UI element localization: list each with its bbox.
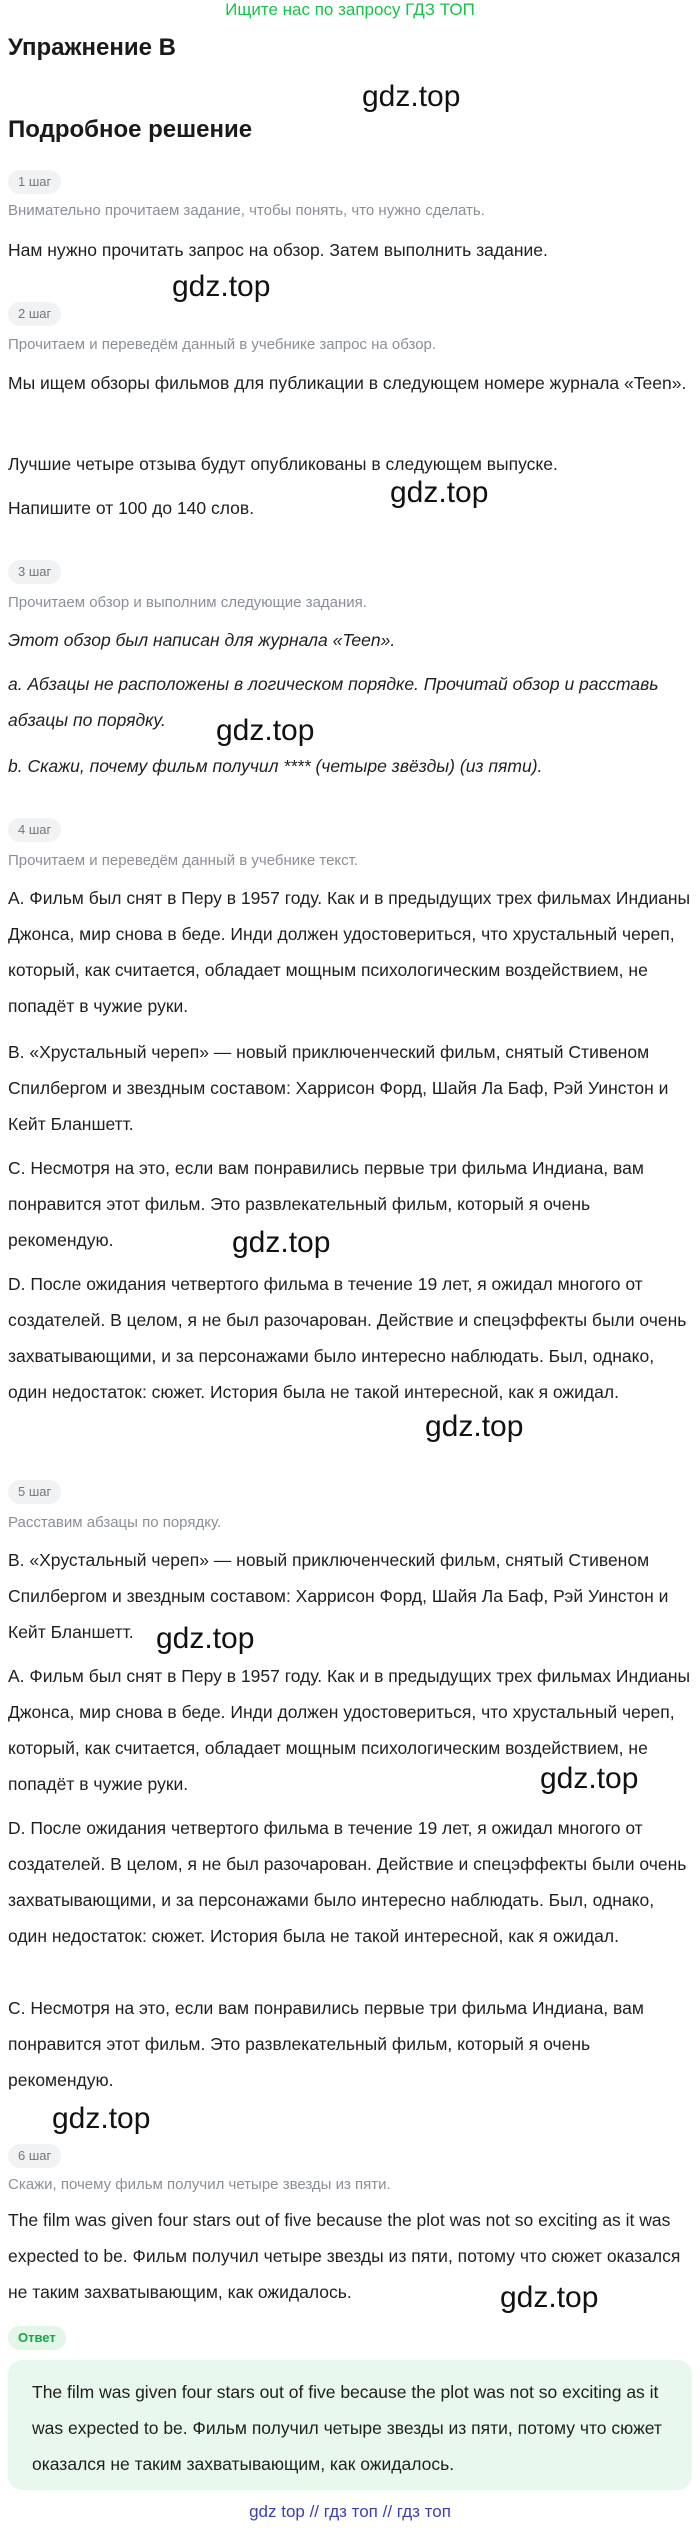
step-badge: 3 шаг: [8, 560, 61, 584]
page-title: Упражнение B: [8, 34, 176, 61]
step-hint: Скажи, почему фильм получил четыре звезды из пяти.: [8, 2176, 391, 2193]
step-hint: Прочитаем и переведём данный в учебнике запрос на обзор.: [8, 336, 437, 353]
step-hint: Прочитаем и переведём данный в учебнике текст.: [8, 852, 359, 869]
step-text: D. После ожидания четвертого фильма в течение 19 лет, я ожидал многого от создателей. В целом, я не был разочарован. Действие и спецэффекты были очень захватывающими, и за персонажами было интересно наблюдать. Был, однако, один недостаток: сюжет. История была не такой интересной, как я ожидал.: [8, 1274, 687, 1402]
step-badge: 1 шаг: [8, 170, 61, 194]
answer-badge: Ответ: [8, 2326, 66, 2350]
watermark: gdz.top: [540, 1762, 639, 1795]
step-text: B. «Хрустальный череп» — новый приключенческий фильм, снятый Стивеном Спилбергом и звездным составом: Харрисон Форд, Шайя Ла Баф, Рэй Уинстон и Кейт Бланшетт.: [8, 1042, 669, 1134]
step-hint: Прочитаем обзор и выполним следующие задания.: [8, 594, 367, 611]
step-text: Нам нужно прочитать запрос на обзор. Затем выполнить задание.: [8, 240, 548, 260]
watermark: gdz.top: [425, 1410, 524, 1443]
watermark: gdz.top: [232, 1226, 331, 1259]
top-banner[interactable]: Ищите нас по запросу ГДЗ ТОП: [225, 0, 475, 19]
step-badge: 4 шаг: [8, 818, 61, 842]
step-text: b. Скажи, почему фильм получил **** (четыре звёзды) (из пяти).: [8, 756, 543, 776]
step-text: A. Фильм был снят в Перу в 1957 году. Как и в предыдущих трех фильмах Индианы Джонса, мир снова в беде. Инди должен удостовериться, что хрустальный череп, который, как считается, обладает мощным психологическим воздействием, не попадёт в чужие руки.: [8, 1666, 691, 1794]
watermark: gdz.top: [216, 714, 315, 747]
step-badge: 2 шаг: [8, 302, 61, 326]
step-text: Мы ищем обзоры фильмов для публикации в следующем номере журнала «Teen».: [8, 373, 687, 393]
answer-box: [8, 2360, 692, 2490]
step-text: C. Несмотря на это, если вам понравились первые три фильма Индиана, вам понравится этот фильм. Это развлекательный фильм, который я очень рекомендую.: [8, 1998, 644, 2090]
step-text: The film was given four stars out of five because the plot was not so exciting as it was expected to be. Фильм получил четыре звезды из пяти, потому что сюжет оказался не таким захватывающим, как ожидалось.: [8, 2210, 681, 2302]
step-badge: 5 шаг: [8, 1480, 61, 1504]
step-badge: 6 шаг: [8, 2144, 61, 2168]
watermark: gdz.top: [500, 2281, 599, 2314]
step-text: B. «Хрустальный череп» — новый приключенческий фильм, снятый Стивеном Спилбергом и звездным составом: Харрисон Форд, Шайя Ла Баф, Рэй Уинстон и Кейт Бланшетт.: [8, 1550, 669, 1642]
watermark: gdz.top: [172, 270, 271, 303]
step-text: a. Абзацы не расположены в логическом порядке. Прочитай обзор и расставь абзацы по порядку.: [8, 674, 659, 730]
step-text: A. Фильм был снят в Перу в 1957 году. Как и в предыдущих трех фильмах Индианы Джонса, мир снова в беде. Инди должен удостовериться, что хрустальный череп, который, как считается, обладает мощным психологическим воздействием, не попадёт в чужие руки.: [8, 888, 691, 1016]
step-text: C. Несмотря на это, если вам понравились первые три фильма Индиана, вам понравится этот фильм. Это развлекательный фильм, который я очень рекомендую.: [8, 1158, 644, 1250]
step-text: Этот обзор был написан для журнала «Teen».: [8, 630, 396, 650]
watermark: gdz.top: [390, 476, 489, 509]
watermark: gdz.top: [52, 2102, 151, 2135]
step-hint: Расставим абзацы по порядку.: [8, 1514, 222, 1531]
step-text: D. После ожидания четвертого фильма в течение 19 лет, я ожидал многого от создателей. В целом, я не был разочарован. Действие и спецэффекты были очень захватывающими, и за персонажами было интересно наблюдать. Был, однако, один недостаток: сюжет. История была не такой интересной, как я ожидал.: [8, 1818, 687, 1946]
section-title: Подробное решение: [8, 116, 253, 143]
watermark: gdz.top: [156, 1622, 255, 1655]
watermark: gdz.top: [362, 80, 461, 113]
footer-links[interactable]: gdz top // гдз топ // гдз топ: [249, 2502, 451, 2521]
answer-text: The film was given four stars out of five because the plot was not so exciting as it was expected to be. Фильм получил четыре звезды из пяти, потому что сюжет оказался не таким захватывающим, как ожидалось.: [32, 2382, 662, 2474]
step-text: Лучшие четыре отзыва будут опубликованы в следующем выпуске.: [8, 454, 558, 474]
step-hint: Внимательно прочитаем задание, чтобы понять, что нужно сделать.: [8, 202, 485, 219]
step-text: Напишите от 100 до 140 слов.: [8, 498, 255, 518]
